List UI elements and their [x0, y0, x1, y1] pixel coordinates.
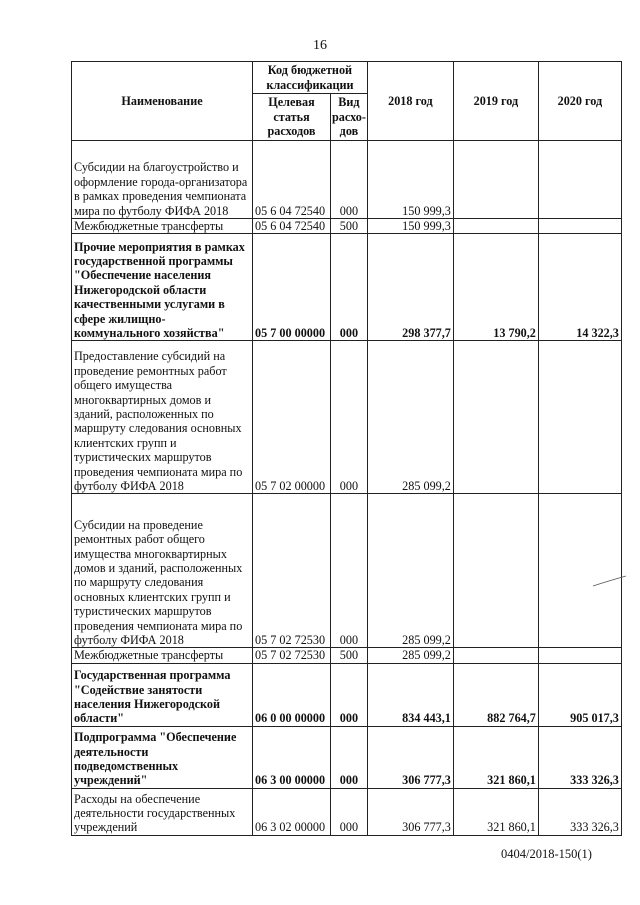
table-row: [72, 494, 622, 648]
table-row: [72, 219, 622, 234]
row-name: Подпрограмма "Обеспечение деятельности подведомственных учреждений": [72, 726, 253, 788]
row-2020: [538, 494, 621, 648]
table-row: [72, 663, 622, 726]
pen-mark: [592, 574, 628, 588]
row-code: 06 3 00 00000: [253, 726, 331, 788]
row-2020: 333 326,3: [538, 726, 621, 788]
row-2020: [538, 141, 621, 219]
row-code: 05 6 04 72540: [253, 141, 331, 219]
row-2020: 14 322,3: [538, 234, 621, 341]
table-row: [72, 726, 622, 788]
row-name: Субсидии на проведение ремонтных работ общего имущества многоквартирных домов и зданий, расположенных по маршруту следования основных клиентских групп и туристических маршрутов проведения чемпионата мира по футболу ФИФА 2018: [72, 494, 253, 648]
row-2018: 285 099,2: [367, 341, 453, 494]
row-kind: 000: [331, 788, 368, 835]
row-2019: [453, 141, 538, 219]
row-kind: 000: [331, 663, 368, 726]
row-2019: [453, 494, 538, 648]
row-code: 05 7 02 72530: [253, 494, 331, 648]
header-name: Наименование: [72, 62, 253, 141]
row-2020: [538, 341, 621, 494]
budget-table: [71, 61, 622, 836]
row-code: 06 0 00 00000: [253, 663, 331, 726]
row-2018: 306 777,3: [367, 788, 453, 835]
row-kind: 000: [331, 726, 368, 788]
row-2018: 834 443,1: [367, 663, 453, 726]
row-kind: 500: [331, 219, 368, 234]
row-name: Прочие мероприятия в рамках государственной программы "Обеспечение населения Нижегородской области качественными услугами в сфере жилищно-коммунального хозяйства": [72, 234, 253, 341]
row-2019: 882 764,7: [453, 663, 538, 726]
row-2019: [453, 219, 538, 234]
row-2018: 285 099,2: [367, 494, 453, 648]
header-kind: Вид расхо-дов: [331, 94, 368, 141]
header-2020: 2020 год: [538, 62, 621, 141]
row-name: Межбюджетные трансферты: [72, 648, 253, 663]
header-2018: 2018 год: [367, 62, 453, 141]
row-2018: 150 999,3: [367, 141, 453, 219]
header-2019: 2019 год: [453, 62, 538, 141]
row-2018: 306 777,3: [367, 726, 453, 788]
row-2019: 13 790,2: [453, 234, 538, 341]
table-row: [72, 788, 622, 835]
row-2018: 285 099,2: [367, 648, 453, 663]
footer-code: 0404/2018-150(1): [501, 847, 592, 861]
row-kind: 000: [331, 494, 368, 648]
row-name: Межбюджетные трансферты: [72, 219, 253, 234]
table-row: [72, 341, 622, 494]
row-2019: 321 860,1: [453, 726, 538, 788]
row-2020: [538, 648, 621, 663]
row-name: Расходы на обеспечение деятельности государственных учреждений: [72, 788, 253, 835]
row-name: Государственная программа "Содействие занятости населения Нижегородской области": [72, 663, 253, 726]
row-2020: 333 326,3: [538, 788, 621, 835]
row-kind: 000: [331, 234, 368, 341]
row-code: 05 7 00 00000: [253, 234, 331, 341]
row-2020: [538, 219, 621, 234]
table-row: [72, 141, 622, 219]
row-2020: 905 017,3: [538, 663, 621, 726]
row-2019: 321 860,1: [453, 788, 538, 835]
row-code: 05 7 02 00000: [253, 341, 331, 494]
row-kind: 000: [331, 141, 368, 219]
header-code-group: Код бюджетной классификации: [253, 62, 368, 94]
row-kind: 000: [331, 341, 368, 494]
table-row: [72, 648, 622, 663]
table-row: [72, 234, 622, 341]
header-target: Целевая статья расходов: [253, 94, 331, 141]
row-code: 05 7 02 72530: [253, 648, 331, 663]
row-code: 06 3 02 00000: [253, 788, 331, 835]
page-number: 16: [313, 38, 327, 53]
row-name: Предоставление субсидий на проведение ремонтных работ общего имущества многоквартирных домов и зданий, расположенных по маршруту следования основных клиентских групп и туристических маршрутов проведения чемпионата мира по футболу ФИФА 2018: [72, 341, 253, 494]
row-2018: 298 377,7: [367, 234, 453, 341]
row-2018: 150 999,3: [367, 219, 453, 234]
row-2019: [453, 648, 538, 663]
row-kind: 500: [331, 648, 368, 663]
row-2019: [453, 341, 538, 494]
row-code: 05 6 04 72540: [253, 219, 331, 234]
row-name: Субсидии на благоустройство и оформление города-организатора в рамках проведения чемпионата мира по футболу ФИФА 2018: [72, 141, 253, 219]
